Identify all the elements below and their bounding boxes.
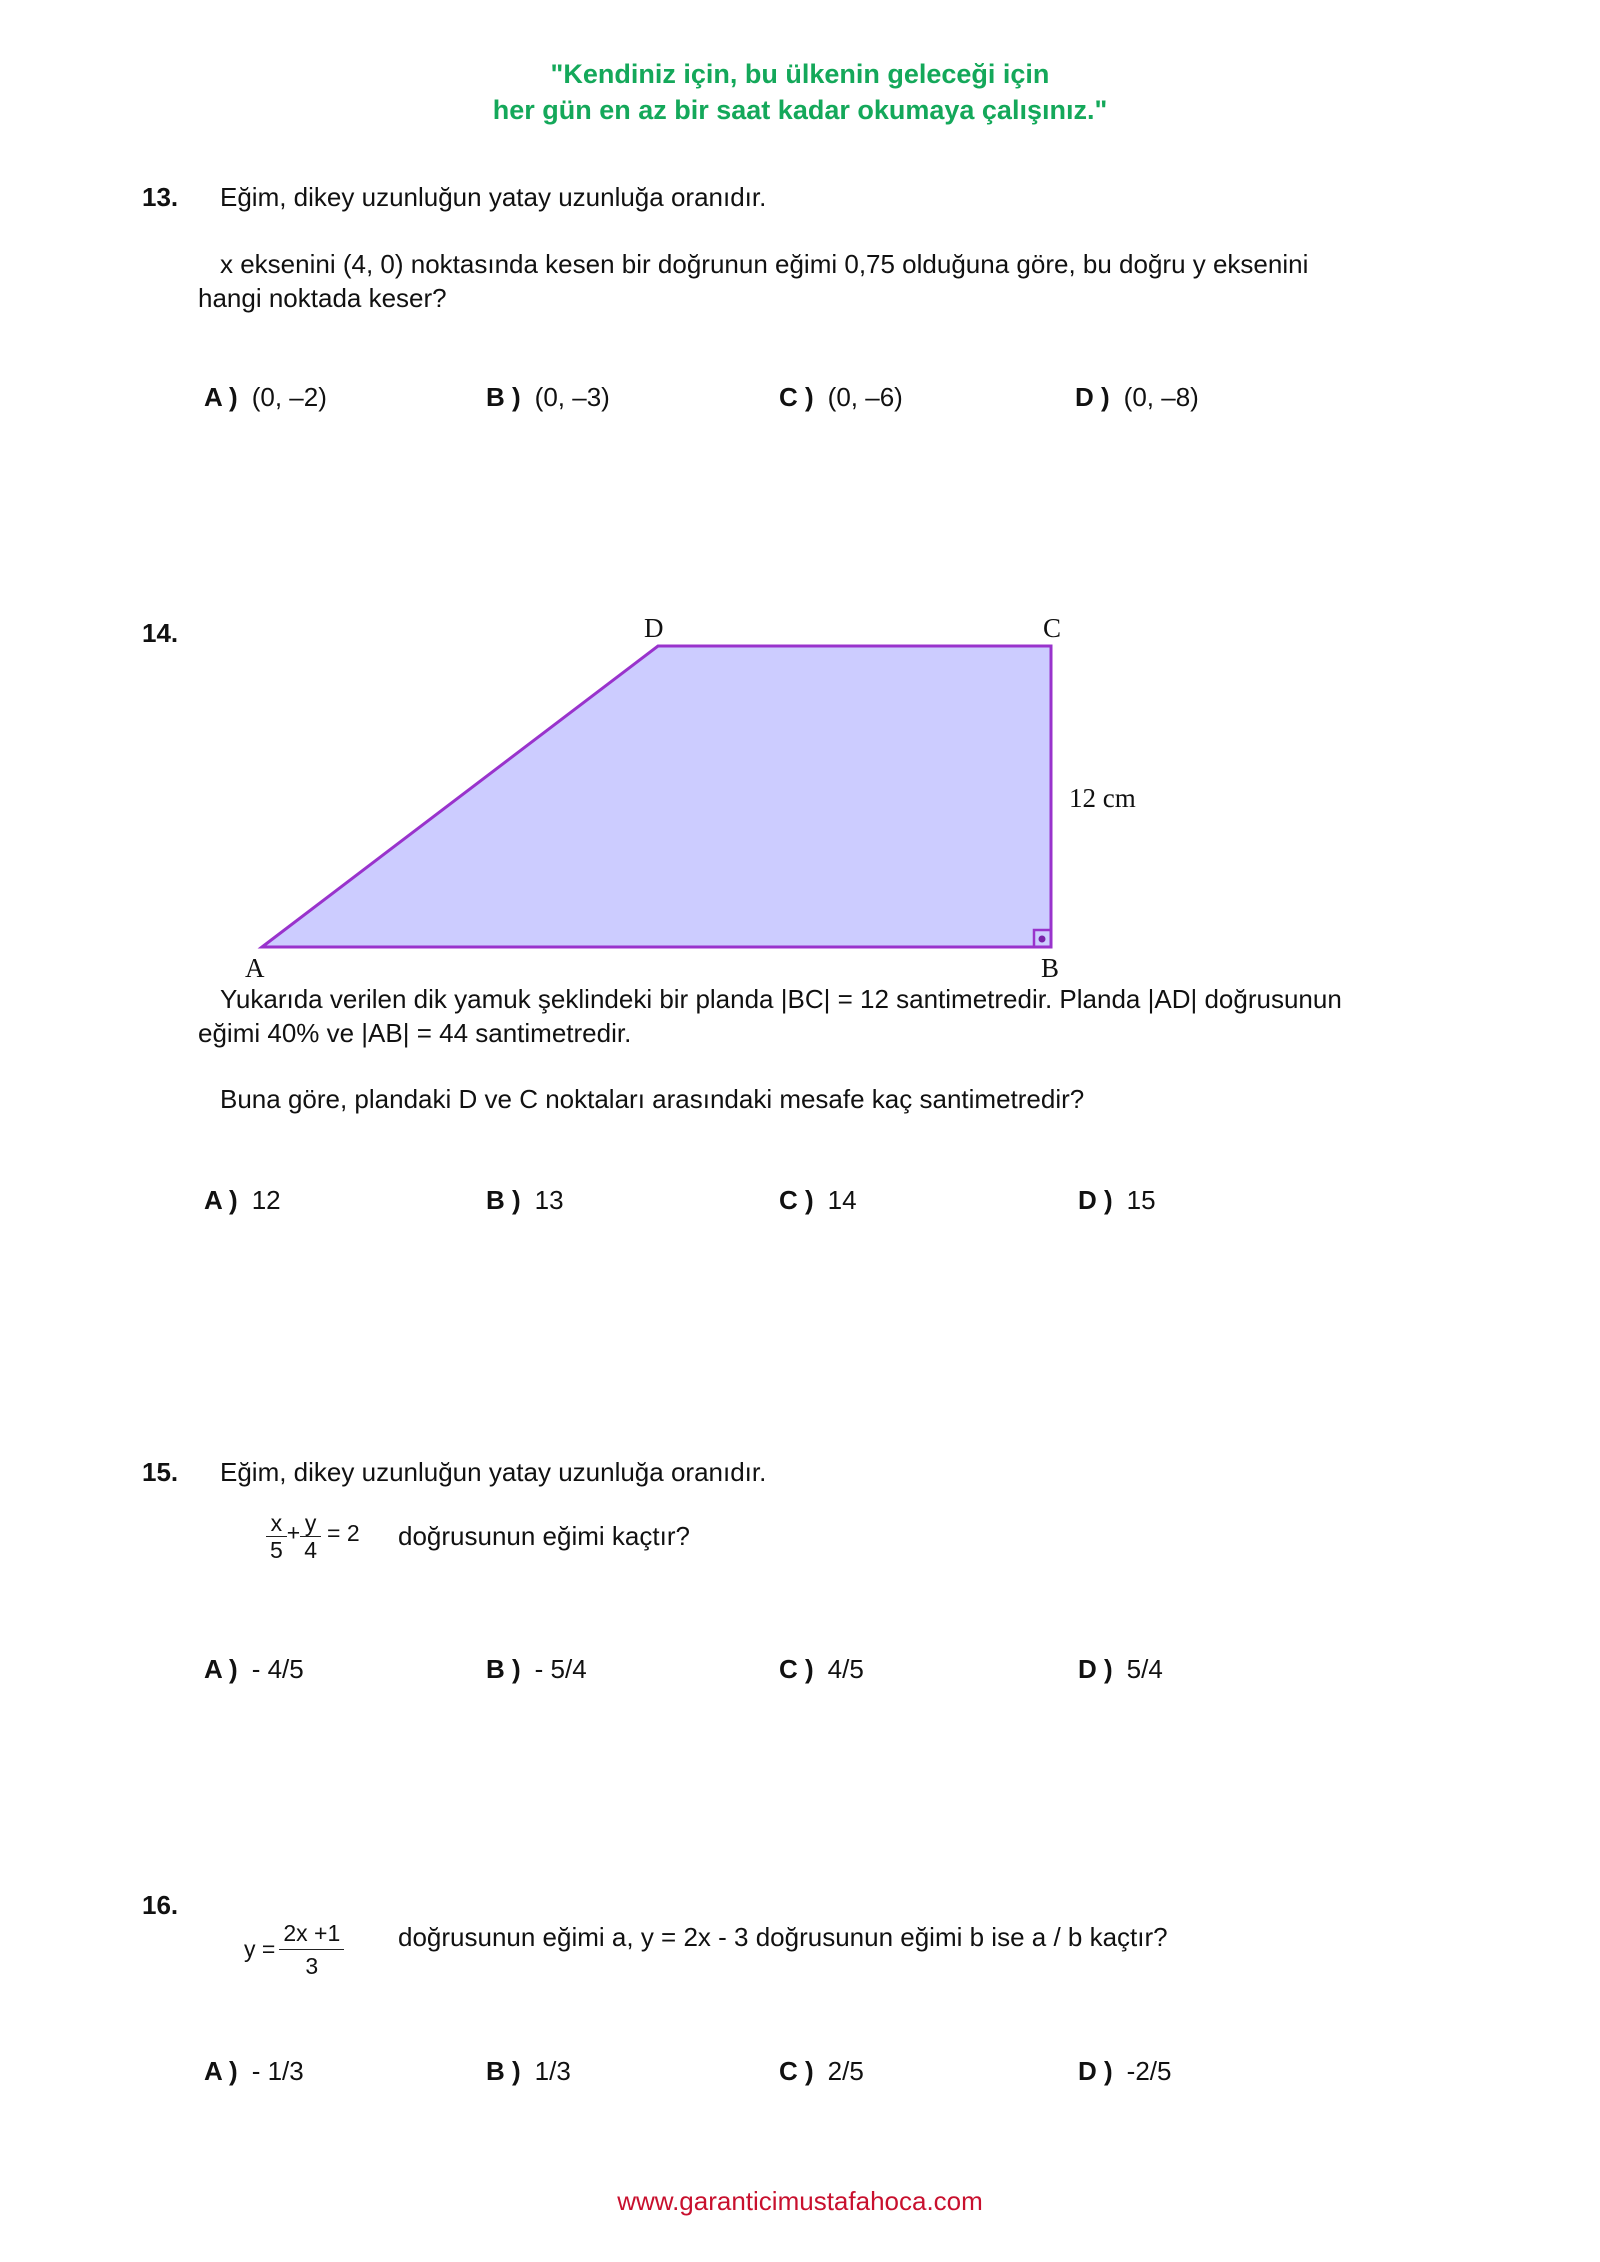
option-letter: D )	[1078, 1185, 1113, 1215]
vertex-label-b: B	[1041, 953, 1060, 983]
motto-line-1: "Kendiniz için, bu ülkenin geleceği için	[550, 59, 1050, 89]
option-value: 13	[534, 1185, 564, 1215]
option-value: (0, –6)	[827, 382, 903, 412]
denominator: 3	[305, 1953, 319, 1979]
denominator: 4	[304, 1537, 318, 1563]
option-value: 12	[251, 1185, 281, 1215]
option-value: 1/3	[534, 2056, 571, 2086]
side-length-label: 12 cm	[1069, 783, 1136, 813]
question-15-number: 15.	[142, 1457, 179, 1487]
question-14-line-1: Yukarıda verilen dik yamuk şeklindeki bir planda |BC| = 12 santimetredir. Planda |AD| doğrusunun	[220, 984, 1342, 1014]
q14-option-b[interactable]	[486, 1185, 564, 1216]
equation-lhs: y =	[244, 1936, 276, 1962]
option-value: (0, –2)	[251, 382, 327, 412]
option-letter: A )	[204, 2056, 238, 2086]
trapezoid-figure	[0, 0, 1600, 1000]
option-letter: D )	[1078, 2056, 1113, 2086]
plus-sign: +	[286, 1519, 301, 1546]
q15-option-c[interactable]	[779, 1654, 864, 1685]
q14-option-a[interactable]	[204, 1185, 281, 1216]
option-value: (0, –8)	[1123, 382, 1199, 412]
question-14-number: 14.	[142, 618, 179, 648]
option-value: (0, –3)	[534, 382, 610, 412]
fraction-2x-plus-1-over-3	[279, 1917, 344, 1982]
option-letter: C )	[779, 1654, 814, 1684]
right-angle-dot	[1039, 936, 1046, 943]
q15-option-a[interactable]	[204, 1654, 304, 1685]
question-16-line-1: doğrusunun eğimi a, y = 2x - 3 doğrusunun eğimi b ise a / b kaçtır?	[398, 1922, 1168, 1952]
option-letter: D )	[1078, 1654, 1113, 1684]
q16-option-c[interactable]	[779, 2056, 864, 2087]
q15-option-d[interactable]	[1078, 1654, 1163, 1685]
option-letter: B )	[486, 1185, 521, 1215]
q16-option-b[interactable]	[486, 2056, 571, 2087]
question-16-number: 16.	[142, 1890, 179, 1920]
option-letter: D )	[1075, 382, 1110, 412]
vertex-label-d: D	[644, 613, 664, 643]
question-15-line-1: Eğim, dikey uzunluğun yatay uzunluğa oranıdır.	[220, 1457, 767, 1487]
option-value: 15	[1126, 1185, 1156, 1215]
q15-option-b[interactable]	[486, 1654, 587, 1685]
vertex-label-a: A	[245, 953, 265, 983]
q15-equation	[266, 1510, 360, 1563]
option-value: - 1/3	[251, 2056, 304, 2086]
option-letter: C )	[779, 1185, 814, 1215]
q16-equation	[244, 1917, 344, 1982]
option-value: 14	[827, 1185, 857, 1215]
option-value: 2/5	[827, 2056, 864, 2086]
option-letter: C )	[779, 382, 814, 412]
option-value: 4/5	[827, 1654, 864, 1684]
q16-option-d[interactable]	[1078, 2056, 1171, 2087]
q14-option-d[interactable]	[1078, 1185, 1156, 1216]
q14-option-c[interactable]	[779, 1185, 857, 1216]
question-15-line-2: doğrusunun eğimi kaçtır?	[398, 1521, 690, 1551]
question-14-line-3: Buna göre, plandaki D ve C noktaları arasındaki mesafe kaç santimetredir?	[220, 1084, 1085, 1114]
question-14-line-2: eğimi 40% ve |AB| = 44 santimetredir.	[198, 1018, 632, 1048]
equals-two: = 2	[327, 1519, 360, 1546]
fraction-x-over-5	[266, 1510, 287, 1563]
numerator: y	[300, 1510, 321, 1537]
question-13-line-3: hangi noktada keser?	[198, 283, 447, 313]
fraction-y-over-4	[300, 1510, 321, 1563]
option-letter: A )	[204, 1185, 238, 1215]
option-letter: A )	[204, 1654, 238, 1684]
option-value: 5/4	[1126, 1654, 1163, 1684]
option-letter: B )	[486, 382, 521, 412]
right-trapezoid-shape	[262, 646, 1051, 947]
option-value: - 5/4	[534, 1654, 587, 1684]
option-value: - 4/5	[251, 1654, 304, 1684]
option-letter: B )	[486, 1654, 521, 1684]
question-13-line-1: Eğim, dikey uzunluğun yatay uzunluğa oranıdır.	[220, 182, 767, 212]
numerator: 2x +1	[279, 1917, 344, 1950]
footer-website-link[interactable]: www.garanticimustafahoca.com	[617, 2186, 983, 2216]
option-value: -2/5	[1126, 2056, 1172, 2086]
q16-option-a[interactable]	[204, 2056, 304, 2087]
option-letter: C )	[779, 2056, 814, 2086]
option-letter: A )	[204, 382, 238, 412]
question-13-number: 13.	[142, 182, 179, 212]
denominator: 5	[270, 1537, 283, 1563]
vertex-label-c: C	[1043, 613, 1062, 643]
option-letter: B )	[486, 2056, 521, 2086]
numerator: x	[266, 1510, 287, 1537]
question-13-line-2: x eksenini (4, 0) noktasında kesen bir doğrunun eğimi 0,75 olduğuna göre, bu doğru y eksenini	[220, 249, 1309, 279]
motto-line-2: her gün en az bir saat kadar okumaya çalışınız."	[492, 95, 1108, 125]
